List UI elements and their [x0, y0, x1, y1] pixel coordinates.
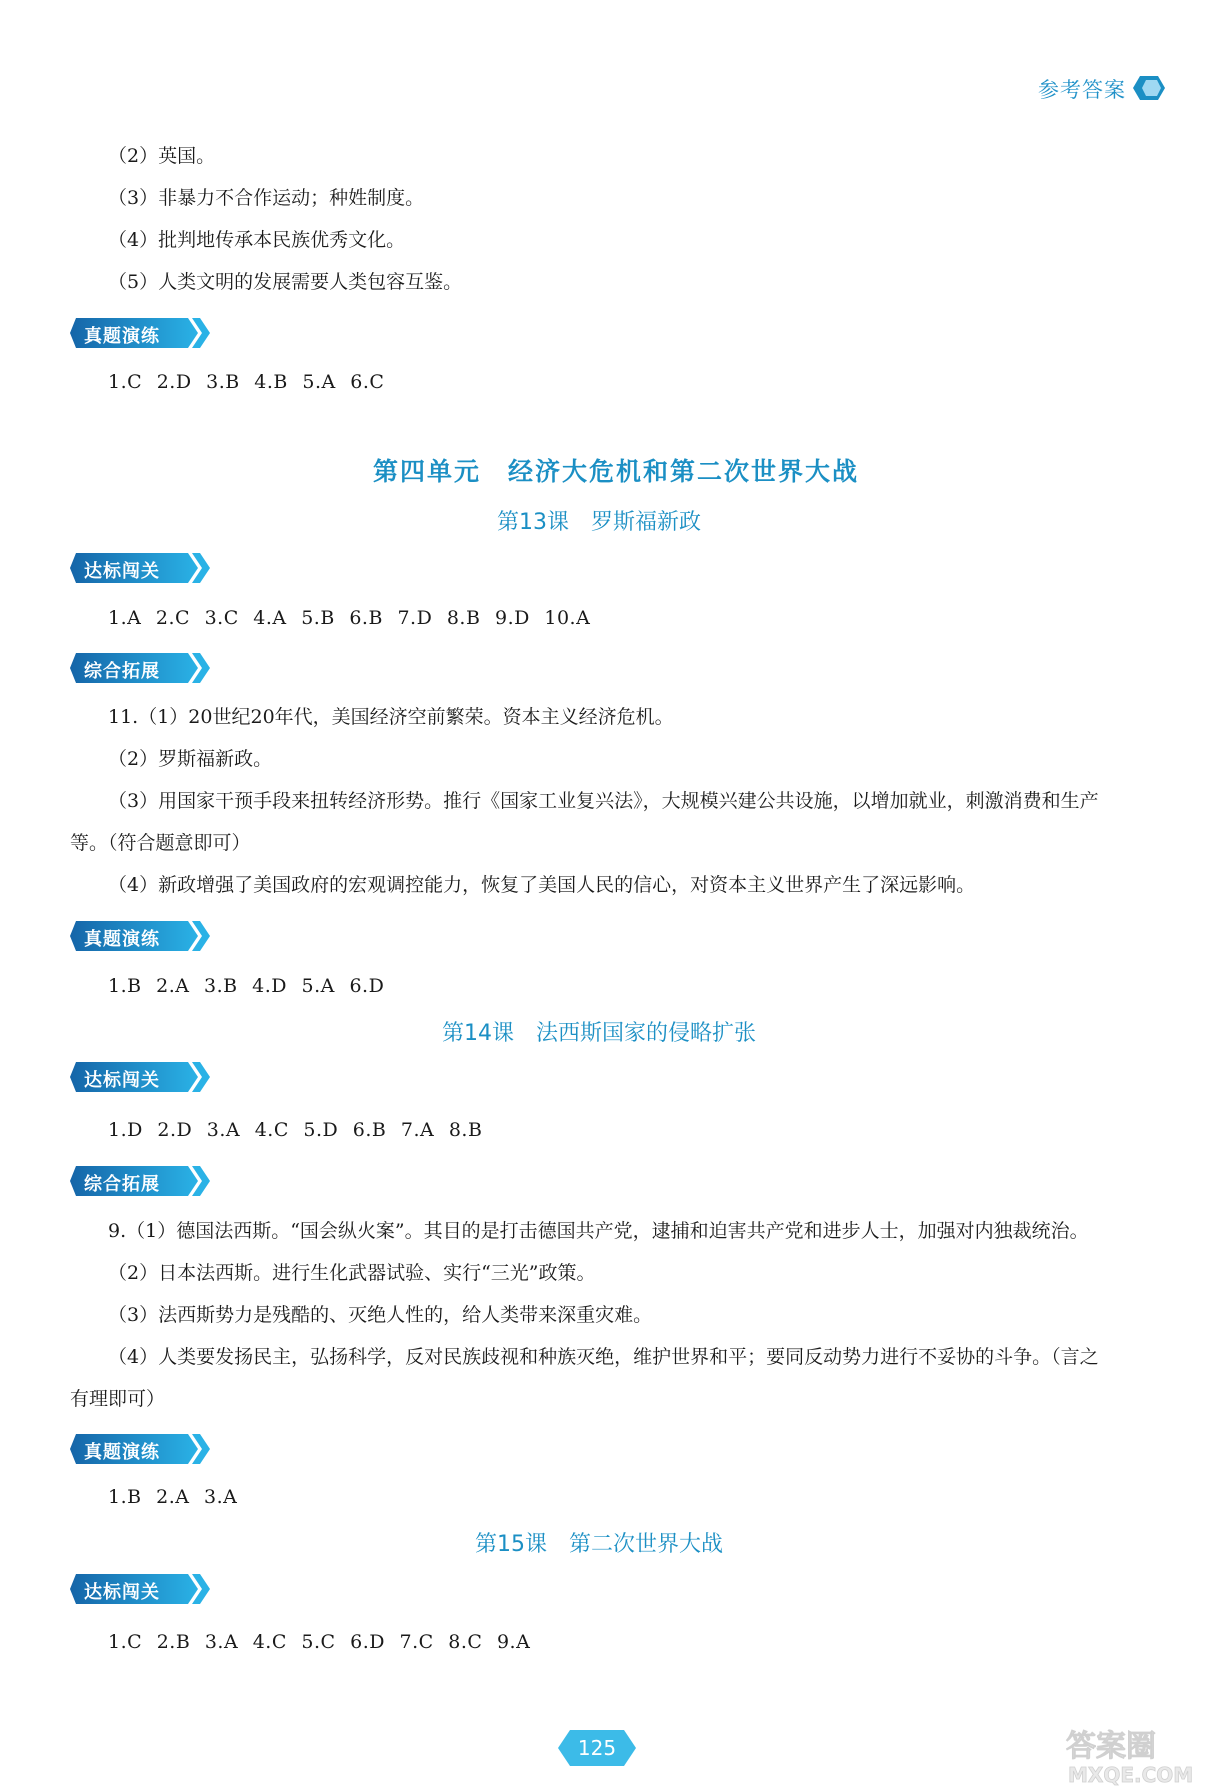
page-number [556, 1728, 638, 1768]
tag-label: 达标闯关 [84, 561, 160, 582]
lesson-title: 第14课 法西斯国家的侵略扩张 [442, 1021, 756, 1046]
tag-zonghe [70, 653, 210, 683]
watermark-logo [1058, 1722, 1228, 1788]
answer-line: （4）人类要发扬民主，弘扬科学，反对民族歧视和种族灭绝，维护世界和平；要同反动势力进行不妥协的斗争。（言之 [108, 1346, 1099, 1368]
svg-text:MXQE.COM: MXQE.COM [1068, 1763, 1194, 1787]
answer-line: （4）批判地传承本民族优秀文化。 [108, 229, 406, 251]
lesson-title: 第15课 第二次世界大战 [475, 1532, 723, 1557]
tag-label: 真题演练 [84, 326, 160, 347]
page-number-label: 125 [577, 1736, 617, 1760]
unit-title: 第四单元 经济大危机和第二次世界大战 [372, 457, 859, 486]
answer-line: （2）英国。 [108, 145, 216, 167]
answer-list: 1.B 2.A 3.B 4.D 5.A 6.D [108, 975, 385, 997]
answer-list: 1.A 2.C 3.C 4.A 5.B 6.B 7.D 8.B 9.D 10.A [108, 607, 591, 629]
answer-list: 1.B 2.A 3.A [108, 1486, 238, 1508]
svg-text:答案圈: 答案圈 [1066, 1729, 1156, 1764]
answer-line: （3）用国家干预手段来扭转经济形势。推行《国家工业复兴法》，大规模兴建公共设施，以增加就业，刺激消费和生产 [108, 790, 1099, 812]
tag-zhenti [70, 921, 210, 951]
answer-line: 有理即可） [70, 1388, 166, 1410]
header-hexagon-icon [1132, 75, 1166, 101]
answer-line: 9.（1）德国法西斯。“国会纵火案”。其目的是打击德国共产党，逮捕和迫害共产党和进步人士，加强对内独裁统治。 [108, 1220, 1089, 1242]
tag-label: 真题演练 [84, 1442, 160, 1463]
tag-zhenti [70, 318, 210, 348]
tag-label: 综合拓展 [84, 661, 160, 682]
tag-dabiao [70, 553, 210, 583]
answer-line: （2）日本法西斯。进行生化武器试验、实行“三光”政策。 [108, 1262, 596, 1284]
tag-zonghe [70, 1166, 210, 1196]
tag-dabiao [70, 1574, 210, 1604]
answer-list: 1.C 2.D 3.B 4.B 5.A 6.C [108, 371, 385, 393]
tag-label: 综合拓展 [84, 1174, 160, 1195]
tag-label: 达标闯关 [84, 1070, 160, 1091]
answer-line: （3）非暴力不合作运动；种姓制度。 [108, 187, 425, 209]
answer-line: （5）人类文明的发展需要人类包容互鉴。 [108, 271, 463, 293]
answer-line: 11.（1）20世纪20年代，美国经济空前繁荣。资本主义经济危机。 [108, 706, 674, 728]
tag-label: 达标闯关 [84, 1582, 160, 1603]
header-label: 参考答案 [1038, 78, 1126, 102]
answer-line: （2）罗斯福新政。 [108, 748, 273, 770]
answer-line: 等。（符合题意即可） [70, 832, 251, 854]
answer-list: 1.C 2.B 3.A 4.C 5.C 6.D 7.C 8.C 9.A [108, 1631, 531, 1653]
answer-list: 1.D 2.D 3.A 4.C 5.D 6.B 7.A 8.B [108, 1119, 483, 1141]
answer-line: （3）法西斯势力是残酷的、灭绝人性的，给人类带来深重灾难。 [108, 1304, 653, 1326]
tag-dabiao [70, 1062, 210, 1092]
tag-zhenti [70, 1434, 210, 1464]
answer-line: （4）新政增强了美国政府的宏观调控能力，恢复了美国人民的信心，对资本主义世界产生了深远影响。 [108, 874, 976, 896]
lesson-title: 第13课 罗斯福新政 [497, 510, 701, 535]
tag-label: 真题演练 [84, 929, 160, 950]
